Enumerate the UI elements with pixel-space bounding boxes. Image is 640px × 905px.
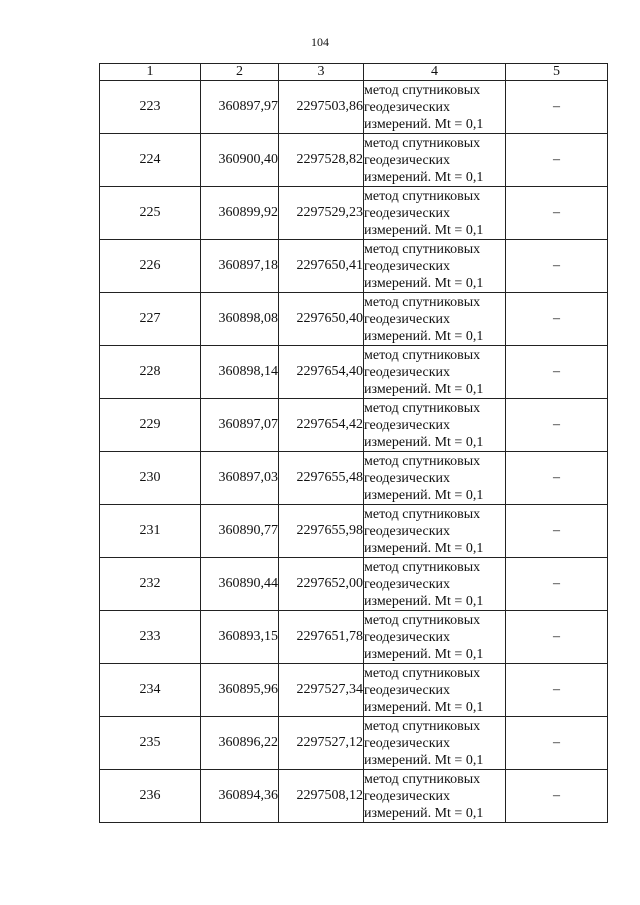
point-number-cell: 234 [100,664,201,717]
x-coordinate-cell: 360890,44 [201,558,279,611]
table-row [100,664,608,717]
table-row [100,187,608,240]
column-header-5: 5 [506,64,608,81]
coordinates-table [99,63,608,823]
method-text-line: метод спутниковых [364,135,481,151]
y-coordinate-cell: 2297654,42 [279,399,364,452]
point-number-cell: 235 [100,717,201,770]
method-text-line: геодезических [364,99,451,115]
note-cell: – [506,558,608,611]
method-text-line: геодезических [364,417,451,433]
method-cell [364,664,506,717]
x-coordinate-cell: 360894,36 [201,770,279,823]
x-coordinate-cell: 360897,18 [201,240,279,293]
table-row [100,717,608,770]
note-cell: – [506,134,608,187]
page-number: 104 [311,35,329,49]
x-coordinate-cell: 360890,77 [201,505,279,558]
y-coordinate-cell: 2297650,41 [279,240,364,293]
method-cell [364,346,506,399]
point-number-cell: 225 [100,187,201,240]
x-coordinate-cell: 360898,14 [201,346,279,399]
table-row [100,134,608,187]
method-text-line: измерений. Mt = 0,1 [364,540,484,556]
x-coordinate-cell: 360899,92 [201,187,279,240]
method-text-line: метод спутниковых [364,347,481,363]
method-text-line: метод спутниковых [364,241,481,257]
method-cell [364,293,506,346]
method-text-line: метод спутниковых [364,400,481,416]
table-row [100,770,608,823]
point-number-cell: 227 [100,293,201,346]
y-coordinate-cell: 2297655,98 [279,505,364,558]
method-text-line: измерений. Mt = 0,1 [364,646,484,662]
y-coordinate-cell: 2297654,40 [279,346,364,399]
method-text-line: геодезических [364,735,451,751]
column-header-1: 1 [100,64,201,81]
method-cell [364,770,506,823]
method-cell [364,399,506,452]
y-coordinate-cell: 2297652,00 [279,558,364,611]
table-header-row [100,64,608,81]
method-text-line: геодезических [364,152,451,168]
y-coordinate-cell: 2297650,40 [279,293,364,346]
method-text-line: измерений. Mt = 0,1 [364,275,484,291]
point-number-cell: 233 [100,611,201,664]
method-text-line: измерений. Mt = 0,1 [364,116,484,132]
method-text-line: измерений. Mt = 0,1 [364,752,484,768]
point-number-cell: 228 [100,346,201,399]
method-text-line: измерений. Mt = 0,1 [364,699,484,715]
y-coordinate-cell: 2297529,23 [279,187,364,240]
x-coordinate-cell: 360897,07 [201,399,279,452]
method-text-line: метод спутниковых [364,665,481,681]
method-text-line: геодезических [364,311,451,327]
method-text-line: геодезических [364,629,451,645]
y-coordinate-cell: 2297527,12 [279,717,364,770]
note-cell: – [506,346,608,399]
method-text-line: геодезических [364,470,451,486]
note-cell: – [506,770,608,823]
table-row [100,293,608,346]
method-text-line: метод спутниковых [364,612,481,628]
method-text-line: геодезических [364,788,451,804]
y-coordinate-cell: 2297508,12 [279,770,364,823]
note-cell: – [506,240,608,293]
method-text-line: геодезических [364,258,451,274]
method-cell [364,240,506,293]
x-coordinate-cell: 360897,03 [201,452,279,505]
method-text-line: измерений. Mt = 0,1 [364,169,484,185]
table-row [100,505,608,558]
point-number-cell: 236 [100,770,201,823]
note-cell: – [506,399,608,452]
x-coordinate-cell: 360896,22 [201,717,279,770]
method-text-line: геодезических [364,205,451,221]
point-number-cell: 229 [100,399,201,452]
note-cell: – [506,293,608,346]
y-coordinate-cell: 2297503,86 [279,81,364,134]
method-text-line: измерений. Mt = 0,1 [364,328,484,344]
method-text-line: измерений. Mt = 0,1 [364,381,484,397]
method-text-line: геодезических [364,364,451,380]
table-row [100,558,608,611]
x-coordinate-cell: 360893,15 [201,611,279,664]
note-cell: – [506,717,608,770]
method-text-line: метод спутниковых [364,506,481,522]
method-text-line: метод спутниковых [364,294,481,310]
method-text-line: метод спутниковых [364,718,481,734]
method-cell [364,187,506,240]
column-header-2: 2 [201,64,279,81]
column-header-3: 3 [279,64,364,81]
method-text-line: измерений. Mt = 0,1 [364,434,484,450]
method-cell [364,505,506,558]
table-body [100,81,608,823]
y-coordinate-cell: 2297655,48 [279,452,364,505]
y-coordinate-cell: 2297528,82 [279,134,364,187]
method-text-line: метод спутниковых [364,771,481,787]
method-cell [364,611,506,664]
method-text-line: измерений. Mt = 0,1 [364,805,484,821]
x-coordinate-cell: 360897,97 [201,81,279,134]
note-cell: – [506,611,608,664]
method-text-line: метод спутниковых [364,188,481,204]
method-text-line: измерений. Mt = 0,1 [364,222,484,238]
method-text-line: метод спутниковых [364,453,481,469]
method-text-line: метод спутниковых [364,82,481,98]
point-number-cell: 223 [100,81,201,134]
point-number-cell: 231 [100,505,201,558]
method-text-line: измерений. Mt = 0,1 [364,593,484,609]
method-text-line: метод спутниковых [364,559,481,575]
method-cell [364,134,506,187]
table-row [100,611,608,664]
note-cell: – [506,187,608,240]
point-number-cell: 224 [100,134,201,187]
method-cell [364,452,506,505]
table-row [100,346,608,399]
x-coordinate-cell: 360898,08 [201,293,279,346]
note-cell: – [506,452,608,505]
method-text-line: геодезических [364,682,451,698]
method-text-line: геодезических [364,576,451,592]
method-cell [364,558,506,611]
x-coordinate-cell: 360895,96 [201,664,279,717]
note-cell: – [506,664,608,717]
point-number-cell: 230 [100,452,201,505]
note-cell: – [506,81,608,134]
x-coordinate-cell: 360900,40 [201,134,279,187]
method-cell [364,717,506,770]
table-row [100,399,608,452]
point-number-cell: 232 [100,558,201,611]
y-coordinate-cell: 2297651,78 [279,611,364,664]
method-text-line: измерений. Mt = 0,1 [364,487,484,503]
y-coordinate-cell: 2297527,34 [279,664,364,717]
method-text-line: геодезических [364,523,451,539]
method-cell [364,81,506,134]
table-row [100,452,608,505]
point-number-cell: 226 [100,240,201,293]
table-row [100,81,608,134]
table-row [100,240,608,293]
note-cell: – [506,505,608,558]
column-header-4: 4 [364,64,506,81]
